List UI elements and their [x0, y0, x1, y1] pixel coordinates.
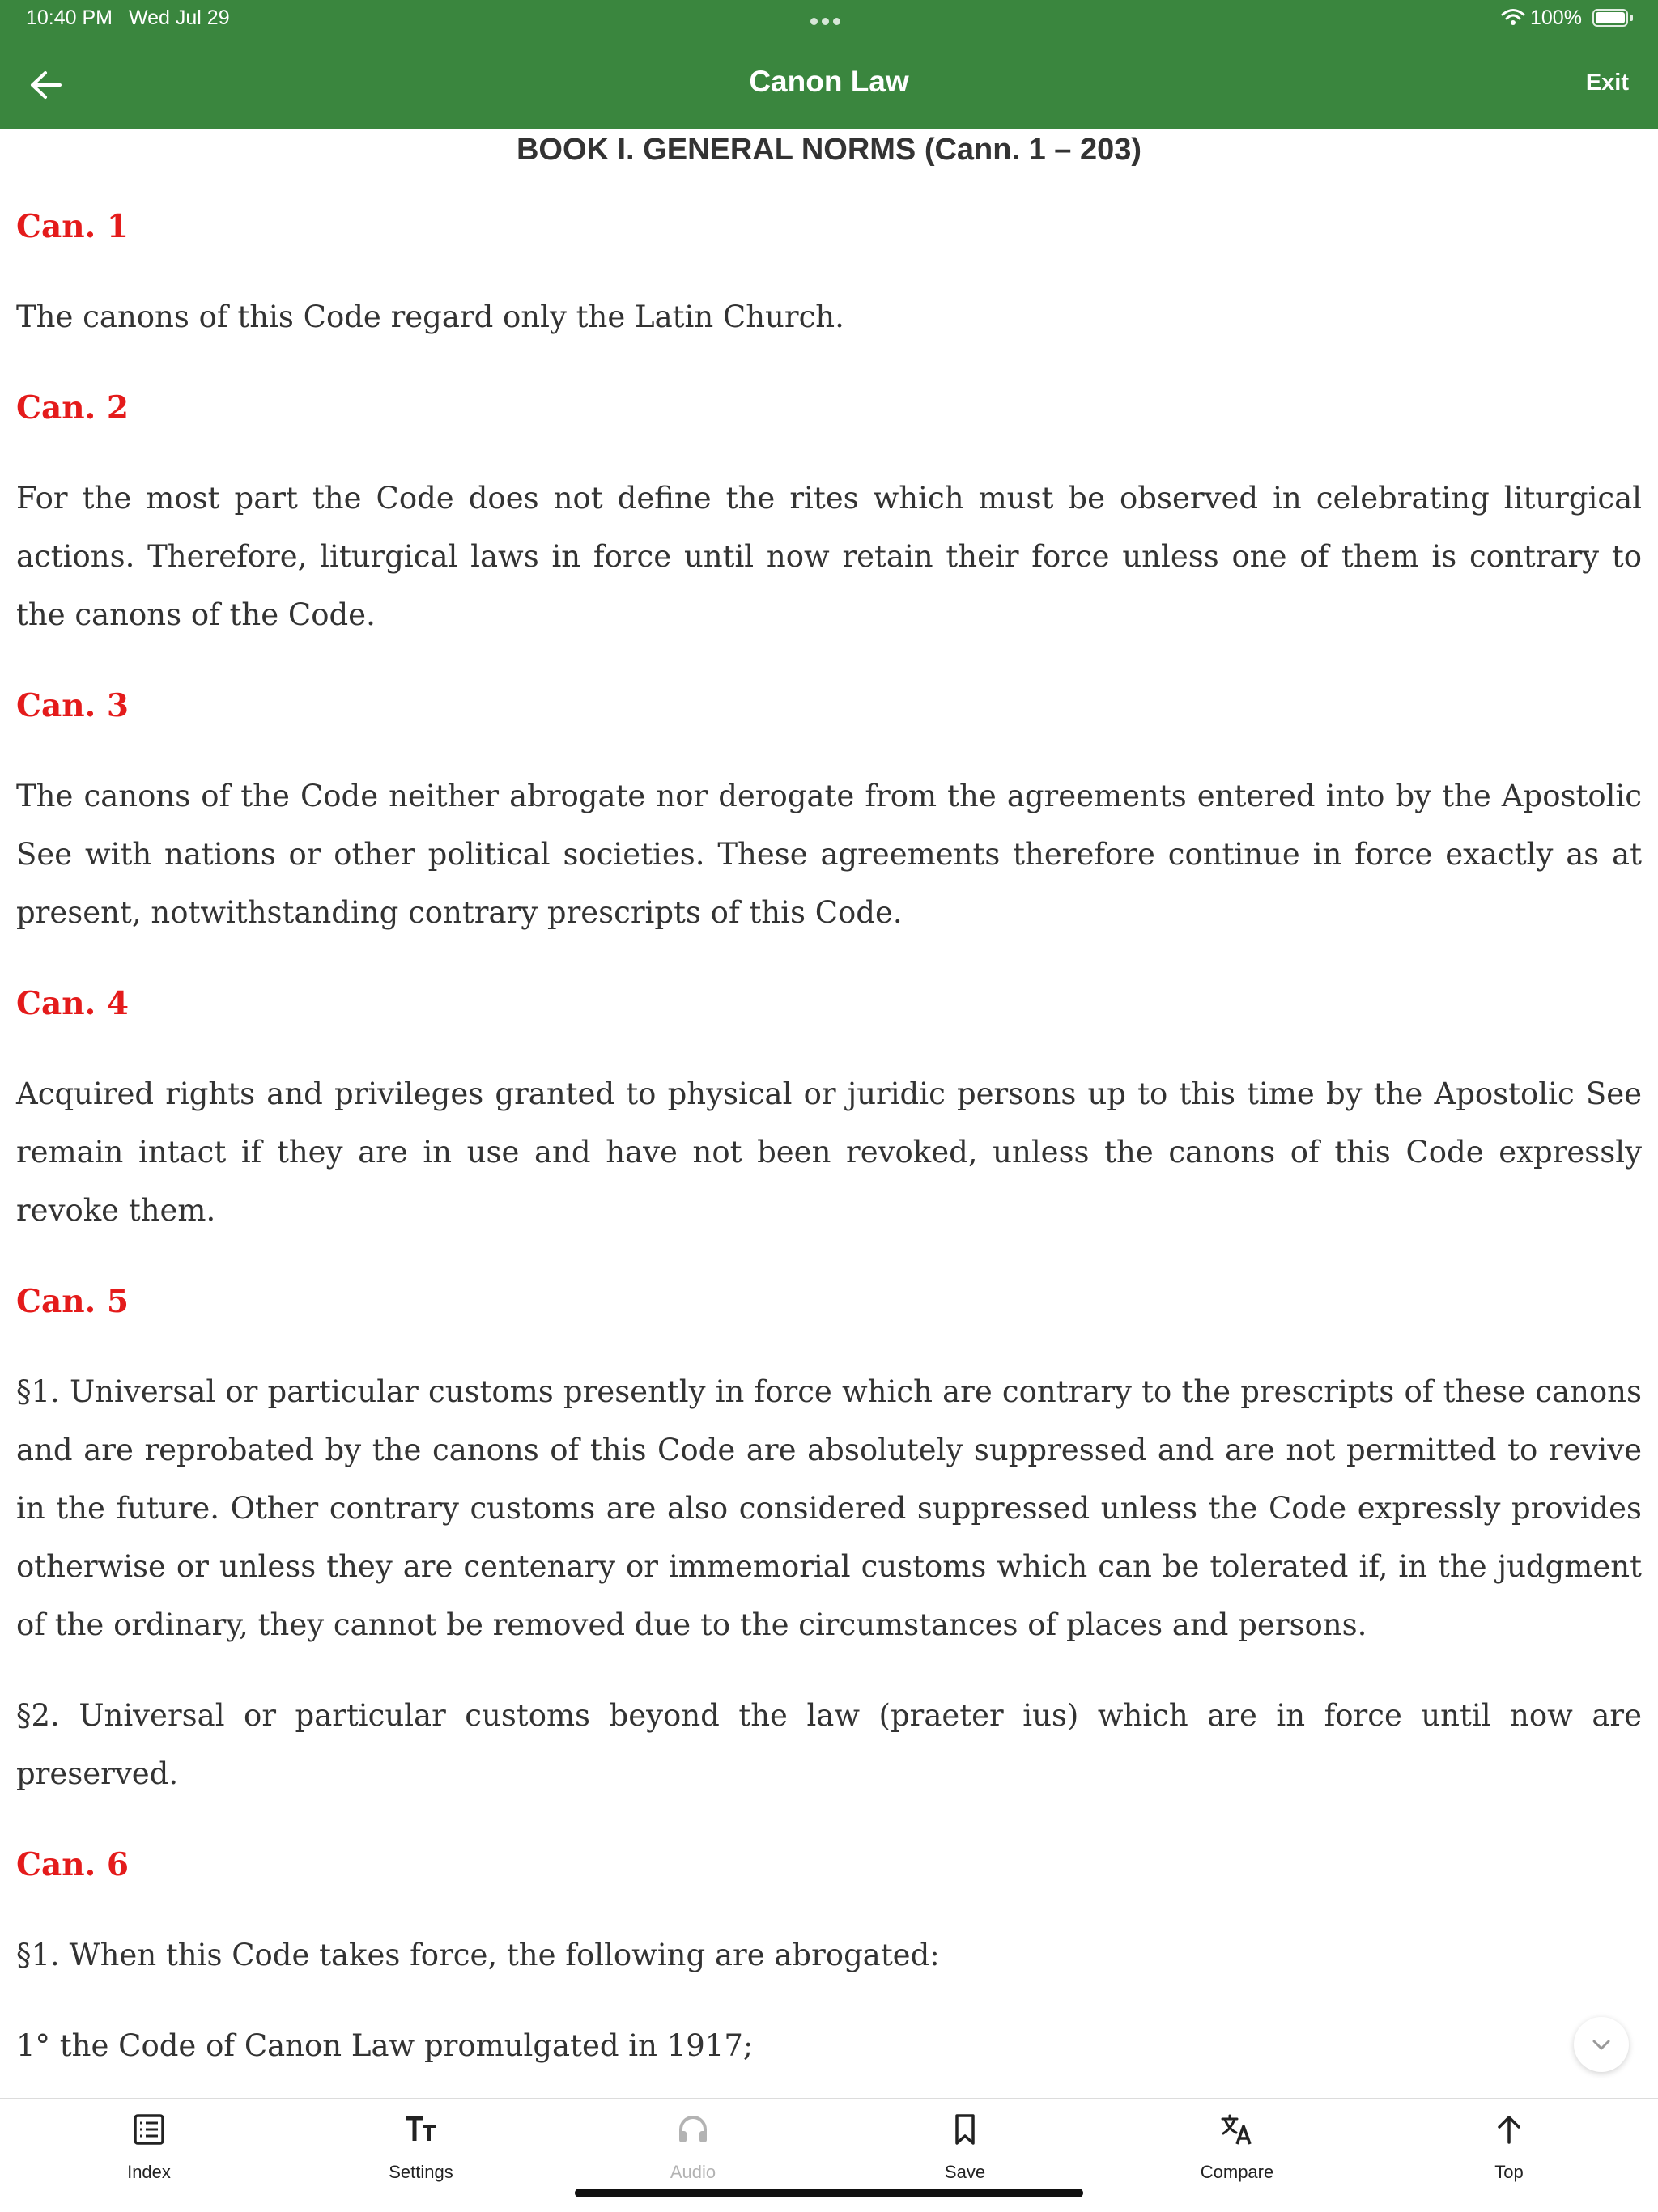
- save-button[interactable]: [884, 2099, 1046, 2196]
- home-indicator[interactable]: [575, 2189, 1083, 2197]
- canon-title: Can. 4: [16, 985, 129, 1022]
- canon-title: Can. 3: [16, 687, 129, 724]
- wifi-icon: [1501, 7, 1525, 27]
- canon-title: Can. 2: [16, 389, 129, 427]
- bookmark-icon: [949, 2113, 981, 2146]
- audio-button[interactable]: [612, 2099, 774, 2196]
- canon-text: 1° the Code of Canon Law promulgated in 1917;: [16, 2028, 754, 2063]
- battery-tip: [1630, 15, 1633, 21]
- canon-text: The canons of this Code regard only the Latin Church.: [16, 299, 844, 334]
- canon-text: §1. When this Code takes force, the following are abrogated:: [16, 1938, 940, 1972]
- chevron-down-icon: [1590, 2035, 1613, 2054]
- book-heading: BOOK I. GENERAL NORMS (Cann. 1 – 203): [516, 133, 1142, 167]
- list-icon: [133, 2113, 165, 2146]
- settings-label: Settings: [389, 2162, 453, 2182]
- canon-text: §1. Universal or particular customs presently in force which are contrary to the prescripts of these canons and are reprobated by the canons of this Code are absolutely suppressed and are not permitted to revive in the future. Other contrary customs are also considered suppressed unless the Code expressly provides otherwise or unless they are centenary or immemorial customs which can be tolerated if, in the judgment of the ordinary, they cannot be removed due to the circumstances of places and persons.: [16, 1374, 1642, 1642]
- canon-text: Acquired rights and privileges granted to physical or juridic persons up to this time by the Apostolic See remain intact if they are in use and have not been revoked, unless the canons of this Code expressly revoke them.: [16, 1076, 1642, 1228]
- app-header: [0, 0, 1658, 129]
- battery-icon: [1592, 9, 1628, 27]
- battery-percentage: 100%: [1530, 6, 1582, 29]
- audio-label: Audio: [670, 2162, 716, 2182]
- scroll-down-button[interactable]: [1574, 2017, 1629, 2072]
- canon-text: For the most part the Code does not define the rites which must be observed in celebrating liturgical actions. Therefore, liturgical laws in force until now retain their force unless one of them is contrary to the canons of the Code.: [16, 481, 1642, 632]
- save-label: Save: [944, 2162, 986, 2182]
- reader-content[interactable]: [0, 129, 1658, 2098]
- compare-label: Compare: [1200, 2162, 1274, 2182]
- top-label: Top: [1494, 2162, 1524, 2182]
- multitasking-dots-icon[interactable]: [810, 15, 848, 23]
- canon-title: Can. 1: [16, 208, 129, 245]
- canon-list: [16, 197, 1642, 2098]
- settings-button[interactable]: [340, 2099, 502, 2196]
- canon-title: Can. 5: [16, 1283, 129, 1320]
- page-title: Canon Law: [749, 65, 909, 98]
- compare-button[interactable]: [1156, 2099, 1318, 2196]
- status-date: Wed Jul 29: [129, 6, 230, 29]
- status-time: 10:40 PM: [26, 6, 113, 29]
- canon-title: Can. 6: [16, 1846, 129, 1883]
- text-size-icon: [405, 2113, 437, 2146]
- top-button[interactable]: [1428, 2099, 1590, 2196]
- arrow-up-icon: [1493, 2113, 1525, 2146]
- index-button[interactable]: [68, 2099, 230, 2196]
- canon-text: The canons of the Code neither abrogate nor derogate from the agreements entered into by the Apostolic See with nations or other political societies. These agreements therefore continue in force exactly as at present, notwithstanding contrary prescripts of this Code.: [16, 779, 1642, 930]
- index-label: Index: [127, 2162, 171, 2182]
- headphones-icon: [677, 2113, 709, 2146]
- canon-text: §2. Universal or particular customs beyond the law (praeter ius) which are in force until now are preserved.: [16, 1698, 1642, 1791]
- exit-button[interactable]: Exit: [1585, 70, 1629, 96]
- translate-icon: [1221, 2113, 1253, 2146]
